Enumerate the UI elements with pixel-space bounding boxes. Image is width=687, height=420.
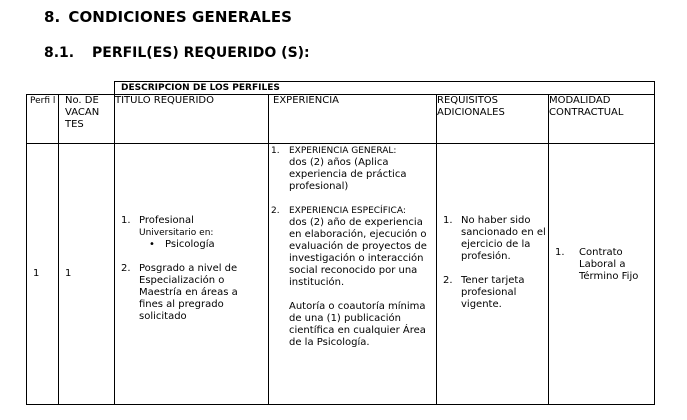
cell-experiencia — [269, 144, 437, 405]
experiencia-item-2-text: dos (2) año de experiencia en elaboración, ejecución o evaluación de proyectos de investigación o interacción social reconocido por una institución. — [289, 217, 427, 288]
titulo-item-1-text: Profesional — [139, 215, 194, 226]
caption-spacer — [27, 82, 115, 95]
experiencia-item-2-head: EXPERIENCIA ESPECÍFICA: — [289, 206, 406, 216]
requisitos-item-1-number: 1. — [443, 215, 453, 226]
requisitos-item-2-number: 2. — [443, 275, 453, 286]
list-spacer — [271, 193, 434, 205]
cell-titulo — [115, 144, 269, 405]
profiles-table — [26, 81, 655, 405]
subsection-heading — [44, 45, 310, 61]
paragraph-spacer — [289, 289, 434, 301]
header-perfil: Perfi l — [27, 95, 59, 144]
header-requisitos: REQUISITOS ADICIONALES — [437, 95, 549, 144]
experiencia-item-1-head: EXPERIENCIA GENERAL: — [289, 146, 397, 156]
subsection-title: PERFIL(ES) REQUERIDO (S): — [92, 45, 310, 61]
titulo-bullets — [139, 239, 264, 251]
header-experiencia: EXPERIENCIA — [269, 95, 437, 144]
requisitos-item-1 — [443, 215, 546, 263]
list-spacer — [121, 251, 264, 263]
cell-perfil: 1 — [27, 144, 59, 405]
table-caption-row — [27, 82, 655, 95]
experiencia-item-1-number: 1. — [271, 146, 280, 156]
table-caption: DESCRIPCION DE LOS PERFILES — [115, 82, 655, 95]
table-row — [27, 144, 655, 405]
modalidad-item-1-number: 1. — [555, 247, 565, 258]
requisitos-list — [443, 215, 546, 311]
header-modalidad: MODALIDAD CONTRACTUAL — [549, 95, 655, 144]
subsection-number: 8.1. — [44, 45, 75, 61]
experiencia-list — [271, 145, 434, 349]
titulo-bullet-text: Psicología — [165, 239, 215, 250]
titulo-item-1-number: 1. — [121, 215, 131, 226]
requisitos-item-2-text: Tener tarjeta profesional vigente. — [461, 275, 525, 310]
cell-modalidad — [549, 144, 655, 405]
section-title: CONDICIONES GENERALES — [68, 8, 293, 26]
experiencia-item-2 — [271, 205, 434, 349]
titulo-item-2 — [121, 263, 264, 323]
titulo-item-1-sub: Universitario en: — [139, 228, 214, 238]
titulo-item-2-text: Posgrado a nivel de Especialización o Maestría en áreas a fines al pregrado solicitado — [139, 263, 238, 322]
titulo-item-1 — [121, 215, 264, 251]
titulo-item-2-number: 2. — [121, 263, 131, 274]
experiencia-item-1 — [271, 145, 434, 193]
header-vacantes: No. DE VACAN TES — [59, 95, 115, 144]
titulo-bullet-item — [149, 239, 264, 251]
requisitos-item-1-text: No haber sido sancionado en el ejercicio de la profesión. — [461, 215, 546, 262]
cell-vacantes: 1 — [59, 144, 115, 405]
titulo-list — [121, 215, 264, 323]
list-spacer — [443, 263, 546, 275]
experiencia-item-2-number: 2. — [271, 206, 280, 216]
section-heading — [44, 8, 292, 26]
table-header-row — [27, 95, 655, 144]
cell-requisitos — [437, 144, 549, 405]
modalidad-item-1-text: Contrato Laboral a Término Fijo — [579, 247, 639, 282]
section-number: 8. — [44, 8, 61, 26]
experiencia-item-1-text: dos (2) años (Aplica experiencia de práctica profesional) — [289, 157, 407, 192]
modalidad-list — [555, 247, 652, 283]
bullet-icon: • — [149, 239, 155, 250]
experiencia-item-2-extra: Autoría o coautoría mínima de una (1) publicación científica en cualquier Área de la Psicología. — [289, 301, 426, 348]
modalidad-item-1 — [555, 247, 652, 283]
header-titulo: TITULO REQUERIDO — [115, 95, 269, 144]
requisitos-item-2 — [443, 275, 546, 311]
